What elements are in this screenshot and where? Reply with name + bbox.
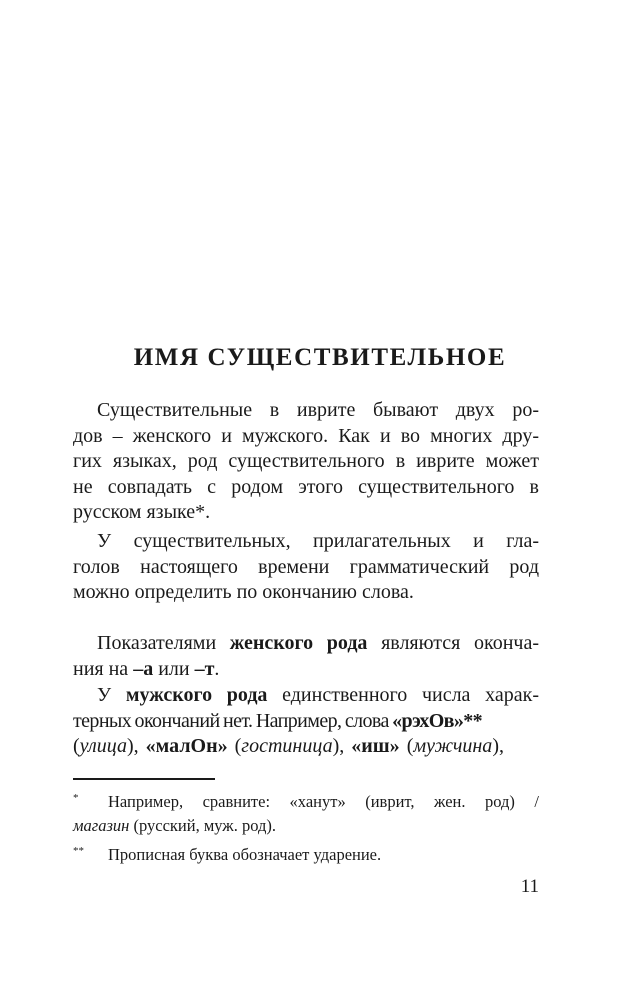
page-number: 11 [520, 876, 539, 897]
text-line: дов – женского и мужского. Как и во многих дру- [73, 424, 539, 447]
text-line: гих языках, род существительного в иврите может [73, 450, 539, 472]
word-malon: «малОн» [145, 735, 228, 757]
paragraph-intro [73, 398, 539, 526]
text-line: Существительные в иврите бывают двух ро- [97, 399, 539, 421]
footnote-line: магазин (русский, муж. род). [73, 816, 276, 835]
footnote-marker: ** [73, 845, 84, 857]
text-line: Показателями женского рода являются оконча- [97, 632, 539, 654]
footnote-2 [73, 843, 539, 867]
text-line: (улица), «малОн» (гостиница), «иш» (мужчина), [73, 735, 504, 757]
text-line: голов настоящего времени грамматический род [73, 555, 539, 578]
text-line: русском языке*. [73, 501, 211, 523]
text-line: У существительных, прилагательных и гла- [97, 530, 539, 552]
footnote-marker: * [73, 792, 79, 804]
footnote-divider [73, 778, 215, 780]
footnote-1 [73, 790, 539, 838]
footnote-line: Прописная буква обозначает ударение. [108, 845, 382, 864]
word-ish: «иш» [351, 735, 400, 757]
chapter-title: ИМЯ СУЩЕСТВИТЕЛЬНОЕ [133, 344, 507, 371]
text-line: терных окончаний нет. Например, слова «рэхОв»** [73, 709, 483, 732]
ending-a: –а [133, 657, 154, 680]
word-rehov: «рэхОв»** [392, 709, 483, 732]
ending-t: –т [194, 657, 215, 680]
text-line: У мужского рода единственного числа харак- [97, 684, 539, 706]
text-line: можно определить по окончанию слова. [73, 581, 414, 603]
paragraph-feminine [73, 631, 539, 682]
footnote-line: Например, сравните: «ханут» (иврит, жен. род) / [108, 792, 539, 811]
term-masculine: мужского рода [125, 684, 268, 706]
paragraph-gender-detection [73, 529, 539, 606]
text-line: не совпадать с родом этого существительного в [73, 475, 539, 498]
text-line: ния на –а или –т. [73, 657, 220, 680]
term-feminine: женского рода [229, 632, 368, 654]
paragraph-masculine [73, 683, 539, 760]
